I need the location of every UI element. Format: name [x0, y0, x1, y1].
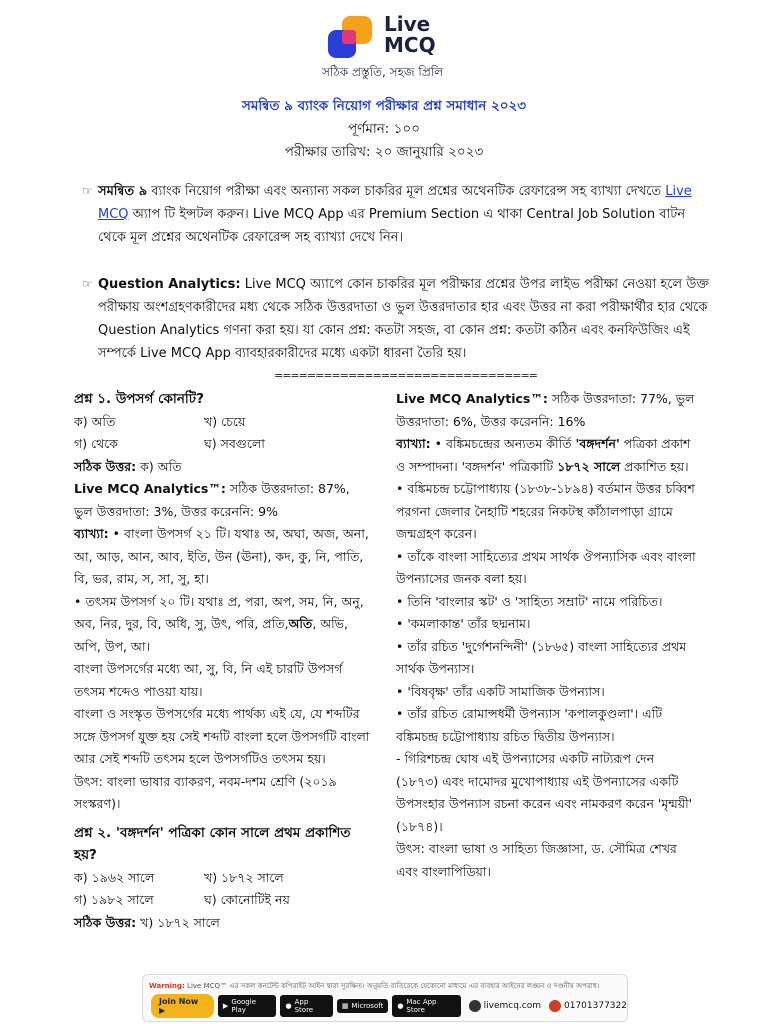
explanation-bullet: - গিরিশচন্দ্র ঘোষ এই উপন্যাসের একটি নাট্যরূপ দেন (১৮৭৩) এবং দামোদর মুখোপাধ্যায় এই উপন্যাসের একটি উপসংহার উপন্যাস রচনা করেন এবং নামকরণ করেন 'মৃন্ময়ী' (১৮৭৪)। — [396, 751, 693, 834]
apple-icon: ● — [285, 1002, 292, 1010]
logo-icon — [328, 16, 376, 60]
copyright-warning: Warning: Live MCQ™ এর সকল কনটেন্ট কপিরাইট আইন দ্বারা সুরক্ষিত। অনুমতি ব্যতিরেকে যেকোনো মাধ্যমে এর ব্যবহার আইনের লঙ্ঘন ও দণ্ডনীয় অপরাধ। — [149, 982, 600, 990]
question-2: প্রশ্ন ২. 'বঙ্গদর্শন' পত্রিকা কোন সালে প্রথম প্রকাশিত হয়? — [74, 824, 351, 863]
note-app-promo: ☞ সমন্বিত ৯ ব্যাংক নিয়োগ পরীক্ষা এবং অন্যান্য সকল চাকরির মূল প্রশ্নের অথেনটিক রেফারেন্স সহ ব্যাখ্যা দেখতে Live MCQ অ্যাপ টি ইন্সটল করুন। Live MCQ App এর Premium Section এ থাকা Central Job Solution বাটন থেকে মূল প্রশ্নের অথেনটিক রেফারেন্স সহ ব্যাখ্যা দেখে নিন। — [82, 180, 710, 249]
question-2-options — [74, 867, 370, 912]
brand-tagline: সঠিক প্রস্তুতি, সহজ প্রিলি — [322, 65, 444, 79]
exam-marks: পূর্ণমান: ১০০ — [348, 121, 420, 137]
explanation-bullet: • বঙ্কিমচন্দ্র চট্টোপাধ্যায় (১৮৩৮-১৮৯৪) বর্তমান উত্তর চব্বিশ পরগনা জেলার নৈহাটি শহরের নিকটস্থ কাঁঠালপাড়া গ্রামে জন্মগ্রহণ করেন। — [396, 481, 695, 541]
hand-pointer-icon: ☞ — [82, 277, 93, 291]
question-1-source: উৎস: বাংলা ভাষার ব্যাকরণ, নবম-দশম শ্রেণি (২০১৯ সংস্করণ)। — [74, 773, 337, 811]
option: খ) ১৮৭২ সালে — [204, 869, 284, 885]
google-play-button[interactable]: ▶ Google Play — [218, 995, 277, 1017]
explanation-paragraph: বাংলা ও সংস্কৃত উপসর্গের মধ্যে পার্থক্য এই যে, যে শব্দটির সঙ্গে উপসর্গ যুক্ত হয় সেই শব্দটি বাংলা হলে উপসর্গটি বাংলা আর সেই শব্দটি তৎসম হলে উপসর্গটিও তৎসম হয়। — [74, 706, 370, 766]
explanation-bullet: • তাঁর রচিত 'দুর্গেশনন্দিনী' (১৮৬৫) বাংলা সাহিত্যের প্রথম সার্থক উপন্যাস। — [396, 638, 687, 676]
question-2-analytics: Live MCQ Analytics™: সঠিক উত্তরদাতা: 77%, ভুল উত্তরদাতা: 6%, উত্তর করেননি: 16% — [396, 391, 695, 429]
question-1-explanation: ব্যাখ্যা: • বাংলা উপসর্গ ২১ টি। যথাঃ অ, অঘা, অজ, অনা, আ, আড়, আন, আব, ইতি, উন (ঊনা), কদ, কু, নি, পাতি, বি, ভর, রাম, স, সা, সু, হা। — [74, 526, 369, 586]
option: খ) চেয়ে — [204, 413, 246, 429]
question-1-options — [74, 411, 370, 456]
explanation-bullet: • 'কমলাকান্ত' তাঁর ছদ্মনাম। — [396, 616, 531, 631]
question-1: প্রশ্ন ১. উপসর্গ কোনটি? — [74, 391, 204, 407]
question-2-explanation: ব্যাখ্যা: • বঙ্কিমচন্দ্রের অন্যতম কীর্তি 'বঙ্গদর্শন' পত্রিকা প্রকাশ ও সম্পাদনা। 'বঙ্গদর্শন' পত্রিকাটি ১৮৭২ সালে প্রকাশিত হয়। — [396, 436, 691, 474]
phone-number[interactable]: 01701377322 — [549, 1000, 627, 1012]
separator: ================================ — [274, 369, 537, 382]
question-2-answer: সঠিক উত্তর: খ) ১৮৭২ সালে — [74, 914, 220, 930]
explanation-bullet: • তিনি 'বাংলার স্কট' ও 'সাহিত্য সম্রাট' নামে পরিচিত। — [396, 593, 663, 609]
question-2-source: উৎস: বাংলা ভাষা ও সাহিত্য জিজ্ঞাসা, ড. সৌমিত্র শেখর এবং বাংলাপিডিয়া। — [396, 841, 677, 879]
option: ঘ) কোনোটিই নয় — [204, 892, 290, 907]
question-1-analytics: Live MCQ Analytics™: সঠিক উত্তরদাতা: 87%, ভুল উত্তরদাতা: 3%, উত্তর করেননি: 9% — [74, 481, 350, 519]
phone-icon — [549, 1000, 561, 1012]
explanation-paragraph: বাংলা উপসর্গের মধ্যে আ, সু, বি, নি এই চারটি উপসর্গ তৎসম শব্দেও পাওয়া যায়। — [74, 661, 343, 699]
option: গ) থেকে — [74, 436, 118, 451]
footer-banner — [142, 974, 628, 1022]
website-link[interactable]: livemcq.com — [469, 1000, 541, 1012]
footer-actions — [151, 997, 627, 1015]
exam-title: সমন্বিত ৯ ব্যাংক নিয়োগ পরীক্ষার প্রশ্ন সমাধান ২০২৩ — [241, 98, 527, 114]
brand-name: Live MCQ — [384, 12, 436, 57]
right-column — [396, 388, 696, 883]
explanation-bullet: • তাঁর রচিত রোমান্সধর্মী উপন্যাস 'কপালকুণ্ডলা'। এটি বঙ্কিমচন্দ্র চট্টোপাধ্যায় রচিত দ্বিতীয় উপন্যাস। — [396, 706, 663, 744]
brand-logo — [322, 12, 452, 79]
left-column — [74, 388, 370, 934]
play-icon: ▶ — [222, 1002, 229, 1010]
live-mcq-link[interactable]: Live MCQ — [98, 184, 692, 222]
explanation-bullet: • তাঁকে বাংলা সাহিত্যের প্রথম সার্থক ঔপন্যাসিক এবং বাংলা উপন্যাসের জনক বলা হয়। — [396, 548, 696, 586]
note-question-analytics: ☞ Question Analytics: Live MCQ অ্যাপে কোন চাকরির মূল পরীক্ষার প্রশ্নের উপর লাইভ পরীক্ষা নেওয়া হলে উক্ত পরীক্ষায় অংশগ্রহণকারীদের মধ্য থেকে সঠিক উত্তরদাতা ও ভুল উত্তরদাতার হার এবং উত্তর না করা পরীক্ষার্থীর হার থেকে Question Analytics গণনা করা হয়। যা কোন প্রশ্ন: কতটা সহজ, বা কোন প্রশ্ন: কতটা কঠিন এবং কনফিউজিং এই সম্পর্কে Live MCQ App ব্যাবহারকারীদের মধ্যে একটা ধারনা তৈরি হয়। — [82, 273, 710, 365]
globe-icon — [469, 1000, 481, 1012]
option: ক) ১৯৬২ সালে — [74, 869, 155, 885]
app-store-button[interactable]: ● App Store — [280, 995, 332, 1017]
explanation-paragraph: • তৎসম উপসর্গ ২০ টি। যথাঃ প্র, পরা, অপ, সম, নি, অনু, অব, নির, দুর, বি, অধি, সু, উৎ, পরি, প্রতি,অতি, অভি, অপি, উপ, আ। — [74, 593, 364, 654]
option: গ) ১৯৮২ সালে — [74, 892, 154, 907]
apple-icon: ● — [397, 1002, 404, 1010]
option: ক) অতি — [74, 413, 116, 429]
exam-date: পরীক্ষার তারিখ: ২০ জানুয়ারি ২০২৩ — [284, 144, 484, 160]
hand-pointer-icon: ☞ — [82, 184, 93, 198]
mac-app-store-button[interactable]: ● Mac App Store — [392, 995, 460, 1017]
microsoft-store-button[interactable]: ▦ Microsoft — [337, 999, 388, 1013]
explanation-bullet: • 'বিষবৃক্ষ' তাঁর একটি সামাজিক উপন্যাস। — [396, 683, 605, 699]
option: ঘ) সবগুলো — [204, 436, 265, 451]
windows-icon: ▦ — [341, 1002, 349, 1010]
join-now-button[interactable]: Join Now ▶ — [151, 994, 214, 1018]
question-1-answer: সঠিক উত্তর: ক) অতি — [74, 458, 182, 474]
